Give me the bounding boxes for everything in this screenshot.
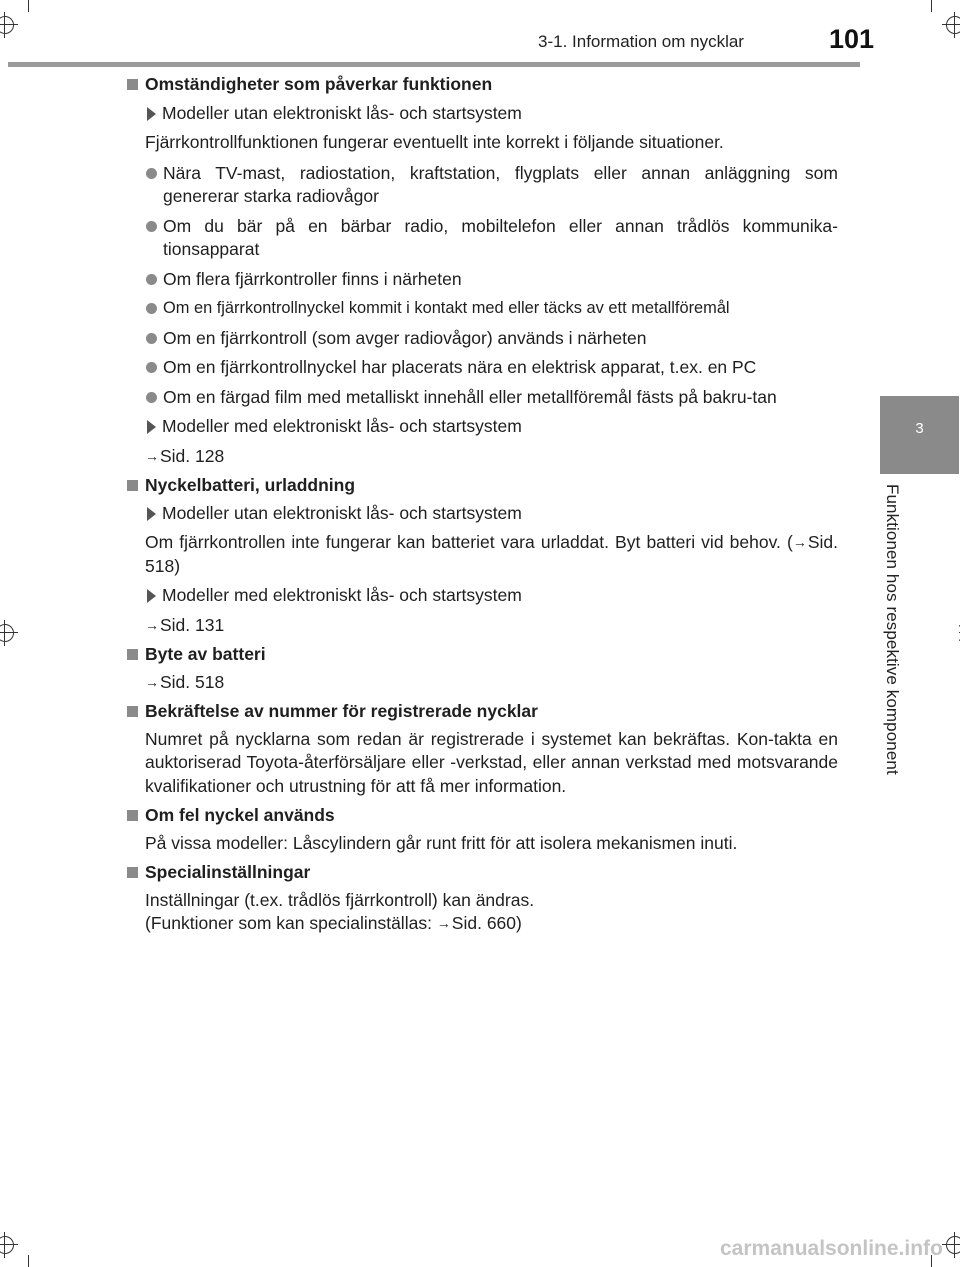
crop-mark	[28, 0, 29, 12]
section-heading: Omständigheter som påverkar funktionen	[126, 73, 838, 97]
running-header: 3-1. Information om nycklar	[538, 32, 744, 51]
header-rule	[8, 62, 860, 67]
page-reference[interactable]: Sid. 660)	[451, 913, 522, 933]
arrow-right-icon: →	[792, 534, 807, 550]
registration-mark-bottom-right	[942, 1232, 960, 1258]
list-item: Om du bär på en bärbar radio, mobiltelefon eller annan trådlös kommunika-tionsapparat	[126, 215, 838, 262]
paragraph: Inställningar (t.ex. trådlös fjärrkontroll) kan ändras.	[145, 889, 535, 910]
square-bullet-icon	[127, 867, 138, 878]
registration-mark-top-left	[0, 12, 18, 38]
triangle-bullet-icon	[147, 107, 156, 121]
triangle-bullet-icon	[147, 420, 156, 434]
paragraph: Fjärrkontrollfunktionen fungerar eventuellt inte korrekt i följande situationer.	[145, 132, 724, 152]
list-item: Nära TV-mast, radiostation, kraftstation, flygplats eller annan anläggning som genererar starka radiovågor	[126, 162, 838, 209]
page-reference[interactable]: →Sid. 131	[126, 614, 838, 638]
page-reference[interactable]: →Sid. 128	[126, 445, 838, 469]
paragraph: Numret på nycklarna som redan är registrerade i systemet kan bekräftas. Kon-takta en auktoriserad Toyota-återförsäljare eller -verkstad, eller annan verkstad med motsvarande kvalifikationer och utrustning för att få mer information.	[145, 728, 838, 796]
page-number: 101	[829, 24, 875, 54]
arrow-right-icon: →	[145, 616, 159, 633]
triangle-bullet-icon	[147, 589, 156, 603]
chapter-number: 3	[915, 420, 924, 437]
round-bullet-icon	[146, 274, 157, 285]
square-bullet-icon	[127, 649, 138, 660]
paragraph: Om fjärrkontrollen inte fungerar kan batteriet vara urladdat. Byt batteri vid behov. (→Sid. 518)	[145, 532, 838, 576]
square-bullet-icon	[127, 79, 138, 90]
registration-mark-top-right	[942, 12, 960, 38]
page-reference[interactable]: →Sid. 518	[126, 671, 838, 695]
arrow-right-icon: →	[436, 915, 451, 931]
list-item: Om en färgad film med metalliskt innehåll eller metallföremål fästs på bakru-tan	[126, 386, 838, 410]
watermark: carmanualsonline.info	[720, 1237, 943, 1260]
round-bullet-icon	[146, 168, 157, 179]
triangle-bullet-icon	[147, 507, 156, 521]
model-subheading: Modeller utan elektroniskt lås- och startsystem	[126, 102, 838, 126]
section-heading: Bekräftelse av nummer för registrerade nycklar	[126, 700, 838, 724]
chapter-label: Funktionen hos respektive komponent	[883, 484, 902, 775]
model-subheading: Modeller utan elektroniskt lås- och startsystem	[126, 502, 838, 526]
section-heading: Nyckelbatteri, urladdning	[126, 474, 838, 498]
square-bullet-icon	[127, 810, 138, 821]
model-subheading: Modeller med elektroniskt lås- och startsystem	[126, 584, 838, 608]
round-bullet-icon	[146, 392, 157, 403]
model-subheading: Modeller med elektroniskt lås- och startsystem	[126, 415, 838, 439]
registration-mark-bottom-left	[0, 1232, 18, 1258]
page-content	[126, 73, 838, 936]
round-bullet-icon	[146, 333, 157, 344]
round-bullet-icon	[146, 221, 157, 232]
chapter-tab[interactable]	[880, 396, 959, 474]
list-item: Om en fjärrkontroll (som avger radiovågor) används i närheten	[126, 327, 838, 351]
round-bullet-icon	[146, 362, 157, 373]
paragraph: På vissa modeller: Låscylindern går runt fritt för att isolera mekanismen inuti.	[145, 832, 738, 853]
page-reference[interactable]: Sid. 518)	[145, 532, 838, 576]
section-heading: Specialinställningar	[126, 861, 838, 885]
registration-mark-mid-left	[0, 620, 18, 646]
square-bullet-icon	[127, 480, 138, 491]
paragraph: (Funktioner som kan specialinställas: →Sid. 660)	[126, 912, 838, 936]
list-item: Om en fjärrkontrollnyckel kommit i kontakt med eller täcks av ett metallföremål	[126, 297, 838, 321]
crop-mark	[28, 1255, 29, 1267]
section-heading: Byte av batteri	[126, 643, 838, 667]
list-item: Om en fjärrkontrollnyckel har placerats nära en elektrisk apparat, t.ex. en PC	[126, 356, 838, 380]
section-heading: Om fel nyckel används	[126, 804, 838, 828]
crop-mark	[931, 0, 932, 12]
round-bullet-icon	[146, 303, 157, 314]
arrow-right-icon: →	[145, 447, 159, 464]
arrow-right-icon: →	[145, 673, 159, 690]
square-bullet-icon	[127, 706, 138, 717]
list-item: Om flera fjärrkontroller finns i närheten	[126, 268, 838, 292]
